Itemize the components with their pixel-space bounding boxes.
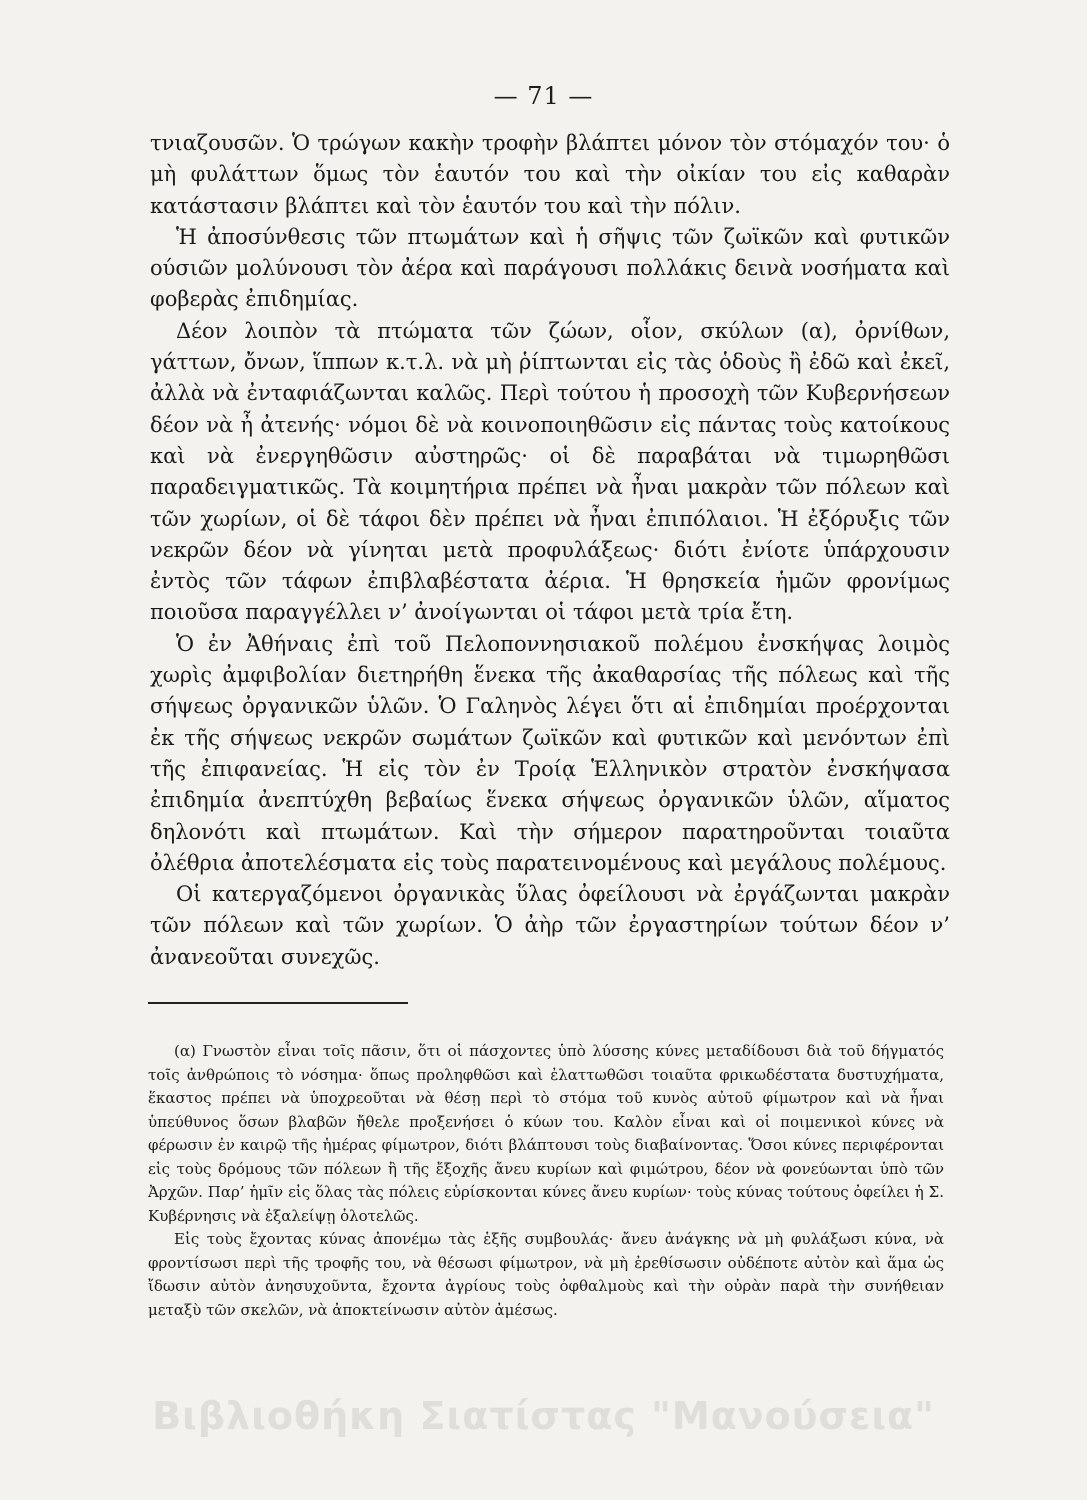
main-text [150, 128, 950, 973]
library-watermark: Βιβλιοθήκη Σιατίστας "Μανούσεια" [152, 1394, 935, 1438]
footnote-separator [148, 1002, 408, 1004]
body-paragraph: Δέον λοιπὸν τὰ πτώματα τῶν ζώων, οἷον, σκύλων (α), ὀρνίθων, γάττων, ὄνων, ἵππων κ.τ.λ. νὰ μὴ ῥίπτωνται εἰς τὰς ὁδοὺς ἢ ἐδῶ καὶ ἐκεῖ, ἀλλὰ νὰ ἐνταφιάζωνται καλῶς. Περὶ τούτου ἡ προσοχὴ τῶν Κυβερνήσεων δέον νὰ ἦ ἀτενής· νόμοι δὲ νὰ κοινοποιηθῶσιν εἰς πάντας τοὺς κατοίκους καὶ νὰ ἐνεργηθῶσιν αὐστηρῶς· οἱ δὲ παραβάται νὰ τιμωρηθῶσι παραδειγματικῶς. Τὰ κοιμητήρια πρέπει νὰ ἦναι μακρὰν τῶν πόλεων καὶ τῶν χωρίων, οἱ δὲ τάφοι δὲν πρέπει νὰ ἦναι ἐπιπόλαιοι. Ἡ ἐξόρυξις τῶν νεκρῶν δέον νὰ γίνηται μετὰ προφυλάξεως· διότι ἐνίοτε ὑπάρχουσιν ἐντὸς τῶν τάφων ἐπιβλαβέστατα ἀέρια. Ἡ θρησκεία ἡμῶν φρονίμως ποιοῦσα παραγγέλλει ν’ ἀνοίγωνται οἱ τάφοι μετὰ τρία ἔτη. [150, 318, 950, 625]
footnotes [148, 1040, 944, 1322]
footnote-paragraph: (α) Γνωστὸν εἶναι τοῖς πᾶσιν, ὅτι οἱ πάσχοντες ὑπὸ λύσσης κύνες μεταδίδουσι διὰ τοῦ δήγματός τοῖς ἀνθρώποις τὸ νόσημα· ὅπως προληφθῶσι καὶ ἐλαττωθῶσι τοιαῦτα φρικωδέστατα δυστυχήματα, ἕκαστος πρέπει νὰ ὑποχρεοῦται νὰ θέσῃ περὶ τὸ στόμα τοῦ κυνὸς αὐτοῦ φίμωτρον καὶ νὰ ἦναι ὑπεύθυνος ὅσων βλαβῶν ἤθελε προξενήσει ὁ κύων του. Καλὸν εἶναι καὶ οἱ ποιμενικοὶ κύνες νὰ φέρωσιν ἐν καιρῷ τῆς ἡμέρας φίμωτρον, διότι βλάπτουσι τοὺς διαβαίνοντας. Ὅσοι κύνες περιφέρονται εἰς τοὺς δρόμους τῶν πόλεων ἢ τῆς ἔξοχῆς ἄνευ κυρίων καὶ φιμώτρου, δέον νὰ φονεύωνται ὑπὸ τῶν Ἀρχῶν. Παρ’ ἡμῖν εἰς ὅλας τὰς πόλεις εὑρίσκονται κύνες ἄνευ κυρίων· τοὺς κύνας τούτους ὀφείλει ἡ Σ. Κυβέρνησις νὰ ἐξαλείψῃ ὁλοτελῶς. [148, 1042, 944, 1225]
body-paragraph: Ἡ ἀποσύνθεσις τῶν πτωμάτων καὶ ἡ σῆψις τῶν ζωϊκῶν καὶ φυτικῶν ούσιῶν μολύνουσι τὸν ἀέρα καὶ παράγουσι πολλάκις δεινὰ νοσήματα καὶ φοβερὰς ἐπιδημίας. [150, 224, 950, 312]
body-paragraph: Ὁ ἐν Ἀθήναις ἐπὶ τοῦ Πελοποννησιακοῦ πολέμου ἐνσκήψας λοιμὸς χωρὶς ἀμφιβολίαν διετηρήθη ἕνεκα τῆς ἀκαθαρσίας τῆς πόλεως καὶ τῆς σήψεως ὀργανικῶν ὑλῶν. Ὁ Γαληνὸς λέγει ὅτι αἱ ἐπιδημίαι προέρχονται ἐκ τῆς σήψεως νεκρῶν σωμάτων ζωϊκῶν καὶ φυτικῶν καὶ μενόντων ἐπὶ τῆς ἐπιφανείας. Ἡ εἰς τὸν ἐν Τροίᾳ Ἑλληνικὸν στρατὸν ἐνσκήψασα ἐπιδημία ἀνεπτύχθη βεβαίως ἕνεκα σήψεως ὀργανικῶν ὑλῶν, αἵματος δηλονότι καὶ πτωμάτων. Καὶ τὴν σήμερον παρατηροῦνται τοιαῦτα ὀλέθρια ἀποτελέσματα εἰς τοὺς παρατεινομένους καὶ μεγάλους πολέμους. [150, 631, 950, 875]
body-paragraph: Οἱ κατεργαζόμενοι ὀργανικὰς ὕλας ὀφείλουσι νὰ ἐργάζωνται μακρὰν τῶν πόλεων καὶ τῶν χωρίων. Ὁ ἀὴρ τῶν ἐργαστηρίων τούτων δέον ν’ ἀνανεοῦται συνεχῶς. [150, 882, 950, 969]
page-number: — 71 — [493, 82, 594, 110]
footnote-paragraph: Εἰς τοὺς ἔχοντας κύνας ἀπονέμω τὰς ἑξῆς συμβουλάς· ἄνευ ἀνάγκης νὰ μὴ φυλάξωσι κύνα, νὰ φροντίσωσι περὶ τῆς τροφῆς του, νὰ θέσωσι φίμωτρον, νὰ μὴ ἐρεθίσωσιν οὐδέποτε αὐτὸν καὶ ἅμα ὡς ἴδωσιν αὐτὸν ἀνησυχοῦντα, ἔχοντα ἀγρίους τοὺς ὀφθαλμοὺς καὶ τὴν οὐρὰν παρὰ τὴν συνήθειαν μεταξὺ τῶν σκελῶν, νὰ ἀποκτείνωσιν αὐτὸν ἀμέσως. [148, 1230, 944, 1319]
body-paragraph: τνιαζουσῶν. Ὁ τρώγων κακὴν τροφὴν βλάπτει μόνον τὸν στόμαχόν του· ὁ μὴ φυλάττων ὅμως τὸν ἑαυτόν του καὶ τὴν οἰκίαν του εἰς καθαρὰν κατάστασιν βλάπτει καὶ τὸν ἑαυτόν του καὶ τὴν πόλιν. [150, 131, 950, 218]
